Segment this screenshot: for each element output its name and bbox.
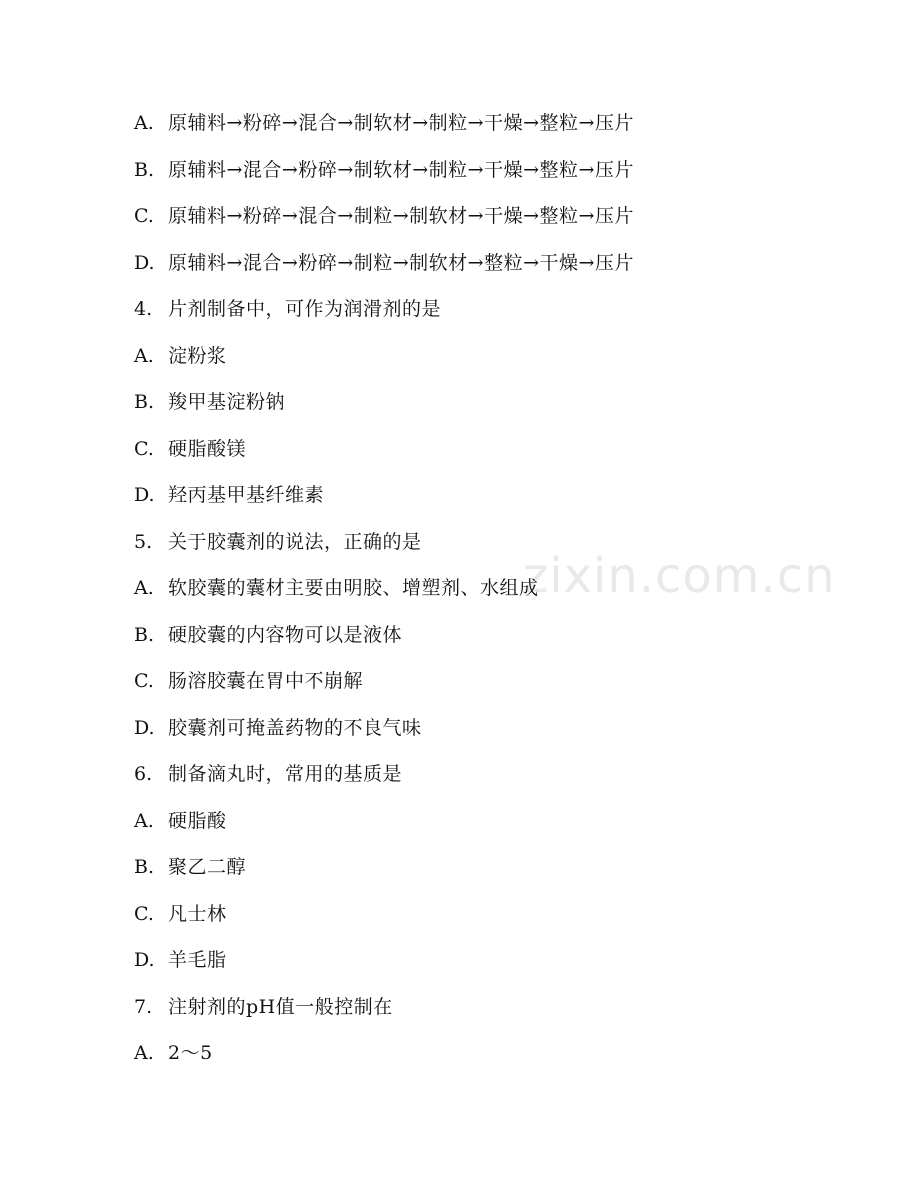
option-text: 原辅料→混合→粉碎→制粒→制软材→整粒→干燥→压片 [168, 251, 634, 274]
question-text: 片剂制备中，可作为润滑剂的是 [168, 298, 442, 320]
option-text: 胶囊剂可掩盖药物的不良气味 [168, 716, 422, 739]
option-label: B. [134, 623, 155, 646]
option-text: 肠溶胶囊在胃中不崩解 [168, 670, 364, 692]
answer-option [134, 106, 854, 153]
answer-option [134, 664, 854, 711]
option-text: 原辅料→粉碎→混合→制软材→制粒→干燥→整粒→压片 [168, 112, 634, 134]
answer-option [134, 850, 854, 897]
option-text: 硬胶囊的内容物可以是液体 [168, 623, 403, 646]
question-stem [134, 292, 854, 339]
answer-option [134, 385, 854, 432]
answer-option [134, 943, 854, 990]
question-text: 关于胶囊剂的说法，正确的是 [168, 530, 422, 553]
option-text: 原辅料→粉碎→混合→制粒→制软材→干燥→整粒→压片 [168, 205, 634, 227]
answer-option [134, 571, 854, 618]
option-label: B. [134, 158, 155, 181]
option-text: 羟丙基甲基纤维素 [168, 484, 325, 506]
answer-option [134, 153, 854, 200]
option-text: 羊毛脂 [168, 949, 227, 971]
option-text: 凡士林 [168, 902, 227, 925]
option-label: D. [134, 251, 155, 274]
option-label: A. [134, 1042, 154, 1064]
option-text: 硬脂酸镁 [168, 437, 247, 460]
option-label: C. [134, 437, 154, 460]
answer-option [134, 804, 854, 851]
answer-option [134, 339, 854, 386]
answer-option [134, 432, 854, 479]
question-lines [134, 106, 854, 1083]
answer-option [134, 711, 854, 758]
answer-option [134, 478, 854, 525]
option-text: 硬脂酸 [168, 809, 227, 832]
option-text: 羧甲基淀粉钠 [168, 391, 286, 413]
question-number: 6. [134, 763, 153, 785]
option-label: D. [134, 949, 155, 971]
option-label: C. [134, 205, 154, 227]
option-text: 聚乙二醇 [168, 856, 247, 878]
option-text: 淀粉浆 [168, 344, 227, 367]
question-number: 5. [134, 530, 153, 553]
answer-option [134, 199, 854, 246]
question-stem [134, 990, 854, 1037]
answer-option [134, 618, 854, 665]
option-label: C. [134, 670, 154, 692]
answer-option [134, 1036, 854, 1083]
option-label: A. [134, 344, 154, 367]
answer-option [134, 246, 854, 293]
option-label: A. [134, 809, 154, 832]
option-label: A. [134, 112, 154, 134]
question-stem [134, 525, 854, 572]
question-number: 4. [134, 298, 153, 320]
option-label: B. [134, 856, 155, 878]
question-text: 制备滴丸时，常用的基质是 [168, 763, 403, 785]
watermark: zixin.com.cn [523, 548, 836, 604]
question-text: 注射剂的pH值一般控制在 [168, 995, 393, 1018]
answer-option [134, 897, 854, 944]
question-number: 7. [134, 995, 153, 1018]
option-label: D. [134, 484, 155, 506]
option-label: B. [134, 391, 155, 413]
option-text: 软胶囊的囊材主要由明胶、增塑剂、水组成 [168, 577, 539, 599]
question-stem [134, 757, 854, 804]
option-text: 原辅料→混合→粉碎→制软材→制粒→干燥→整粒→压片 [168, 158, 634, 181]
option-label: C. [134, 902, 154, 925]
option-text: 2～5 [168, 1042, 213, 1064]
option-label: A. [134, 577, 154, 599]
option-label: D. [134, 716, 155, 739]
